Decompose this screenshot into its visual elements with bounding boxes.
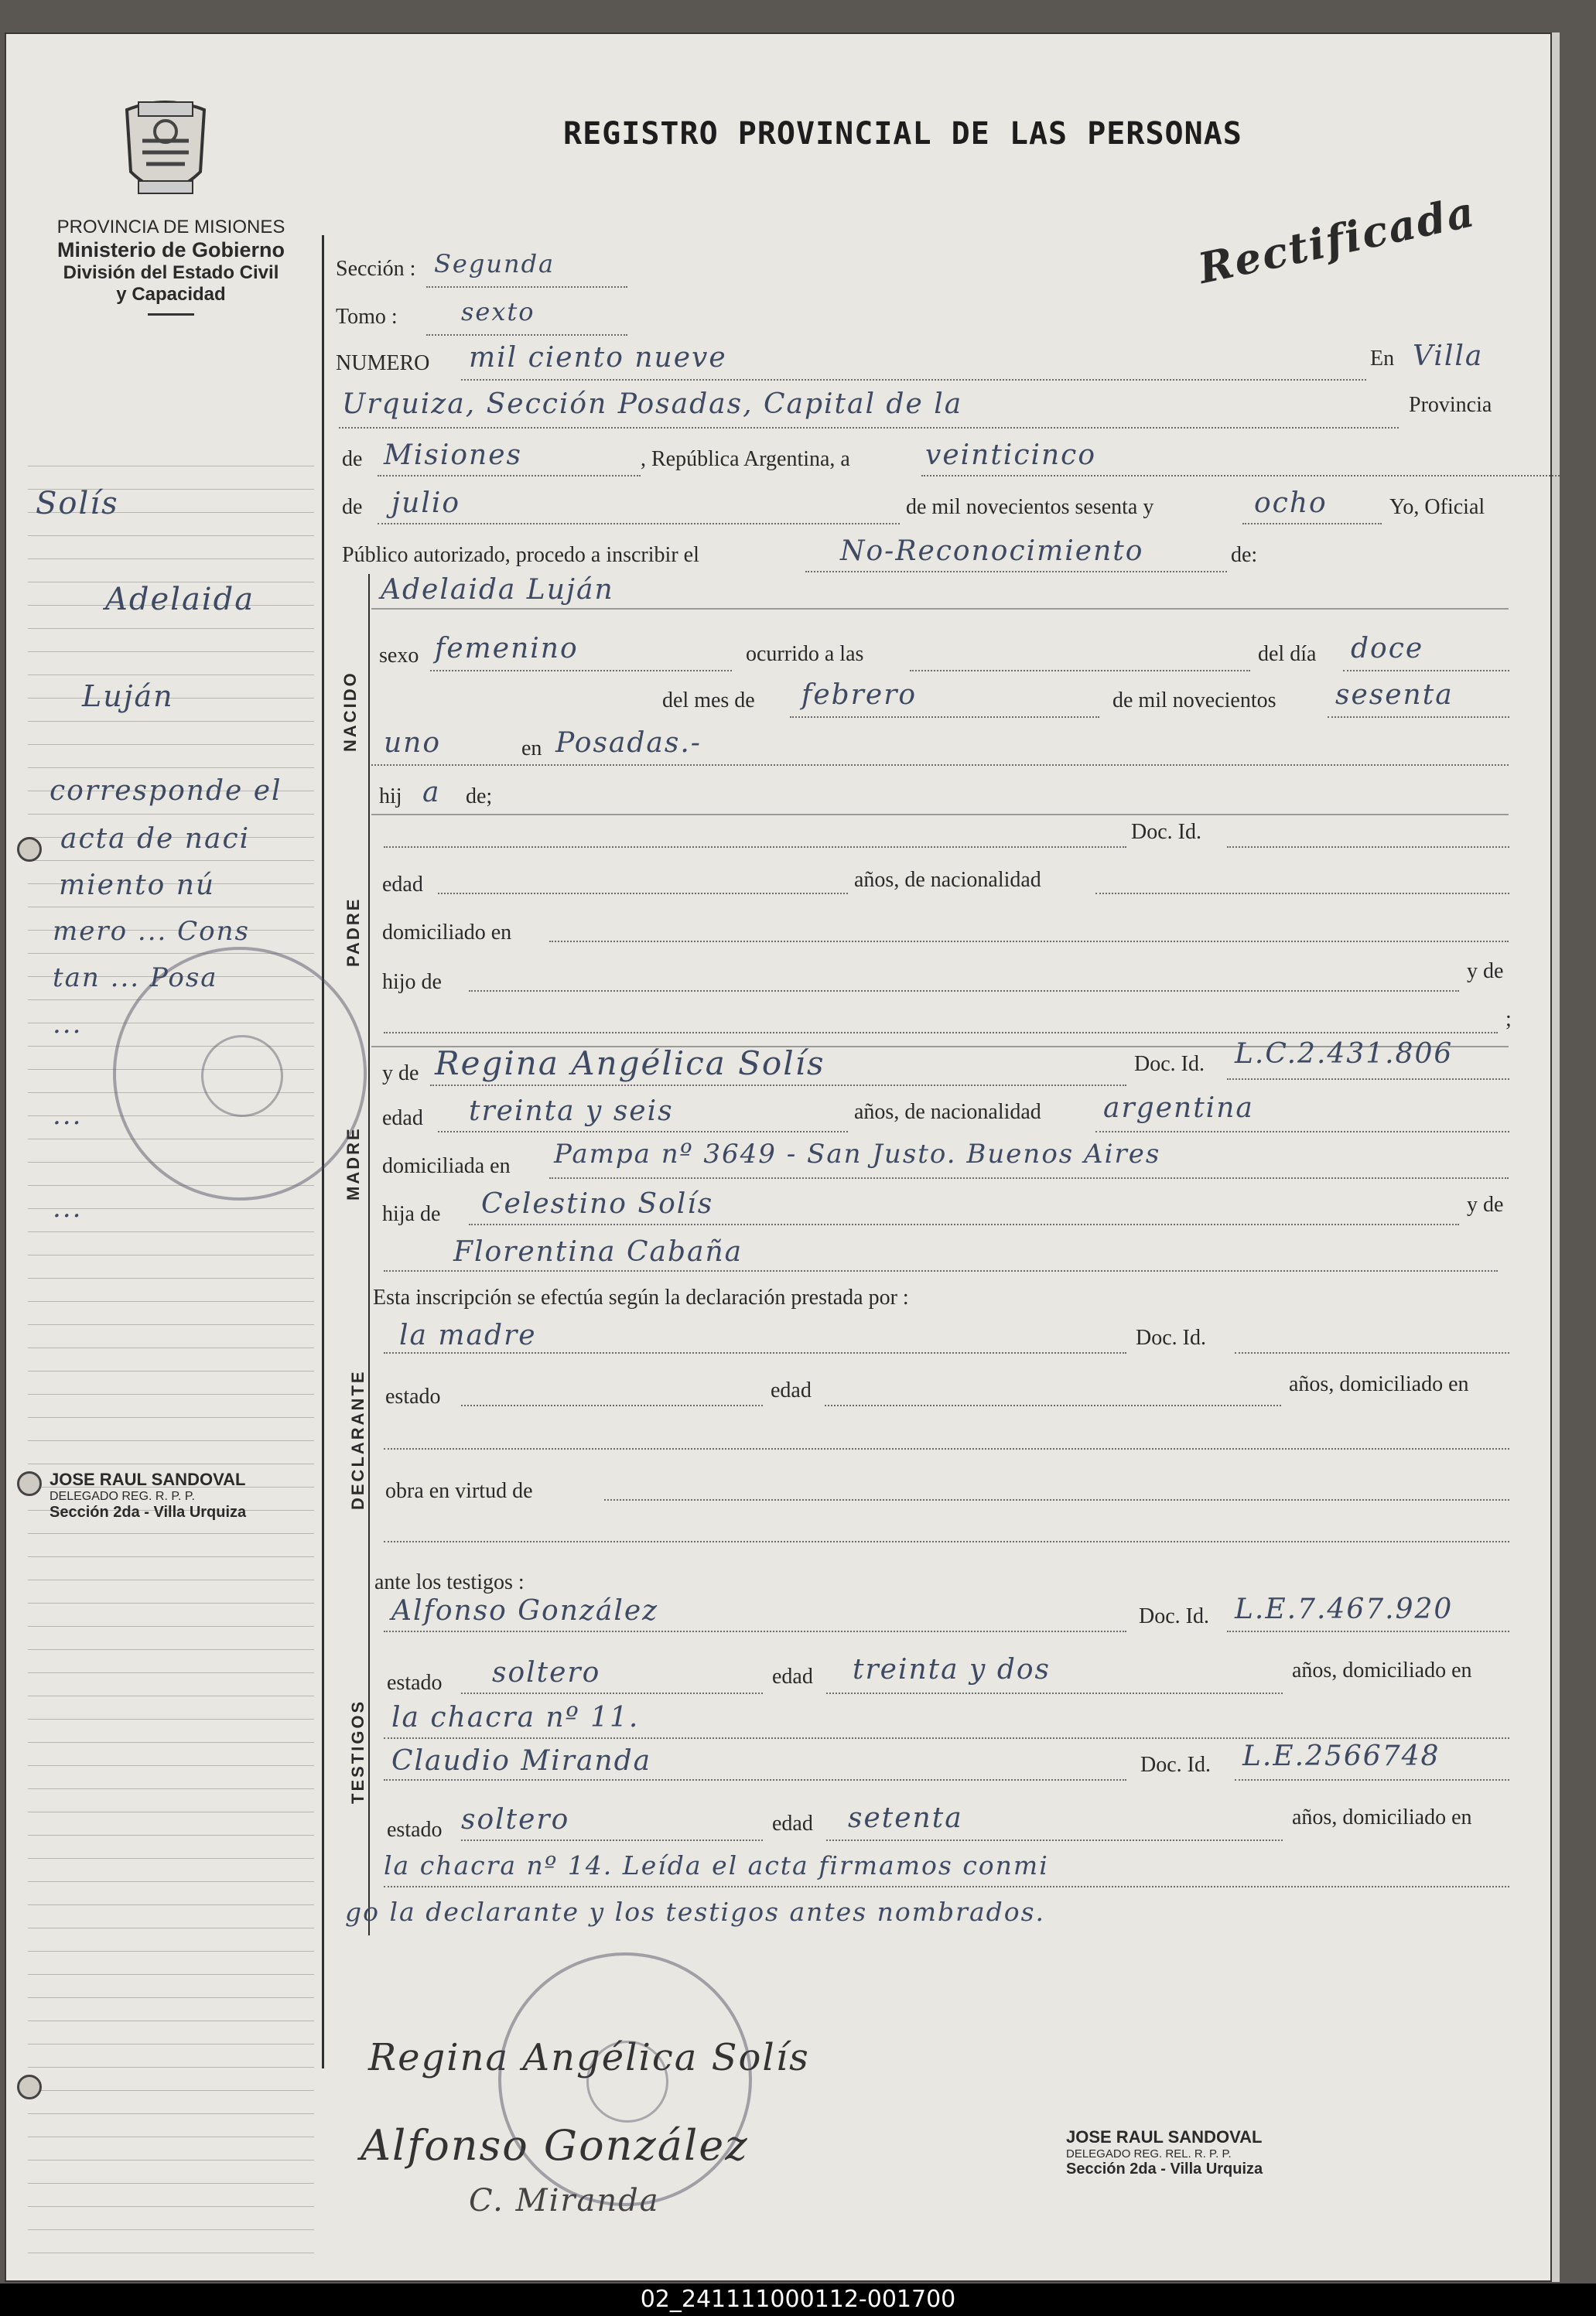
margin-rule-line — [28, 1904, 314, 1905]
value-cierre: go la declarante y los testigos antes nombrados. — [345, 1897, 1046, 1927]
value-testigo2-doc: L.E.2566748 — [1242, 1740, 1441, 1772]
value-madre-nac: argentina — [1103, 1092, 1254, 1124]
value-testigo1-doc: L.E.7.467.920 — [1235, 1594, 1454, 1625]
org-line-3: División del Estado Civil — [63, 262, 279, 283]
label-de: de — [342, 447, 363, 471]
label-de-semi: de; — [466, 784, 493, 808]
margin-rule-line — [28, 1440, 314, 1441]
margin-rule-line — [28, 2090, 314, 2091]
label-en: En — [1370, 347, 1395, 371]
value-hij: a — [422, 777, 441, 808]
margin-rule-line — [28, 721, 314, 722]
margin-rule-line — [28, 2113, 314, 2114]
value-tomo: sexto — [461, 297, 535, 326]
official-seal-bottom — [498, 1952, 752, 2206]
label-republica: , República Argentina, a — [641, 447, 850, 471]
margin-rule-line — [28, 2229, 314, 2230]
margin-note-6: miento nú — [59, 869, 216, 901]
margin-rule-line — [28, 1974, 314, 1975]
value-provincia: Misiones — [384, 439, 523, 471]
label-en2: en — [521, 736, 542, 760]
label-testigo2-edad: edad — [772, 1812, 813, 1836]
margin-note-2: Adelaida — [105, 582, 255, 617]
label-padre-hijo: hijo de — [382, 970, 442, 994]
value-dia-inscripcion: veinticinco — [925, 439, 1097, 471]
margin-rule-line — [28, 1649, 314, 1650]
side-label-testigos: TESTIGOS — [348, 1699, 367, 1804]
margin-rule-line — [28, 1997, 314, 1998]
value-testigo2-dom: la chacra nº 14. Leída el acta firmamos conmi — [384, 1850, 1049, 1880]
label-del-dia: del día — [1258, 642, 1317, 666]
label-publico: Público autorizado, procedo a inscribir el — [342, 543, 699, 567]
value-mes-inscripcion: julio — [391, 487, 461, 519]
value-declarante: la madre — [399, 1320, 537, 1351]
label-declarante-edad: edad — [771, 1378, 812, 1402]
label-madre-nac: años, de nacionalidad — [854, 1100, 1041, 1124]
value-madre-edad: treinta y seis — [469, 1095, 674, 1127]
label-declarante-doc: Doc. Id. — [1136, 1326, 1206, 1350]
margin-rule-line — [28, 2160, 314, 2161]
value-madre-madre: Florentina Cabaña — [453, 1236, 743, 1268]
label-mil-sesenta: de mil novecientos sesenta y — [906, 495, 1154, 519]
margin-stamp-role: DELEGADO REG. R. P. P. — [50, 1490, 195, 1503]
label-testigo1-edad: edad — [772, 1665, 813, 1689]
label-provincia: Provincia — [1409, 393, 1492, 417]
value-madre-dom: Pampa nº 3649 - San Justo. Buenos Aires — [554, 1139, 1161, 1170]
margin-rule-line — [28, 1835, 314, 1836]
binder-ring-icon — [17, 837, 42, 862]
margin-rule-line — [28, 535, 314, 536]
label-padre-doc: Doc. Id. — [1131, 820, 1201, 844]
side-label-nacido: NACIDO — [340, 671, 360, 752]
value-testigo1-dom: la chacra nº 11. — [391, 1702, 640, 1734]
binder-ring-icon — [17, 1471, 42, 1496]
value-testigo1: Alfonso González — [391, 1595, 659, 1627]
label-testigo1-estado: estado — [387, 1671, 443, 1695]
margin-rule-line — [28, 1417, 314, 1418]
margin-rule-line — [28, 1394, 314, 1395]
value-madre-padre: Celestino Solís — [481, 1188, 714, 1220]
margin-note-1: Solís — [36, 486, 119, 521]
label-madre-yde2: y de — [1467, 1193, 1504, 1217]
side-label-madre: MADRE — [343, 1126, 363, 1201]
label-testigo2-estado: estado — [387, 1818, 443, 1842]
label-testigo2-doc: Doc. Id. — [1140, 1753, 1211, 1777]
label-ocurrido: ocurrido a las — [746, 642, 864, 666]
bottom-stamp-role: DELEGADO REG. REL. R. P. P. — [1066, 2147, 1232, 2161]
label-yo-oficial: Yo, Oficial — [1389, 495, 1485, 519]
label-padre-yde: y de — [1467, 959, 1504, 983]
margin-note-7: mero ... Cons — [53, 916, 250, 947]
label-ante-testigos: ante los testigos : — [374, 1570, 525, 1594]
label-padre-dom: domiciliado en — [382, 921, 512, 945]
value-en: Villa — [1413, 340, 1484, 372]
rectificada-annotation: Rectificada — [1194, 186, 1480, 294]
label-del-mes: del mes de — [662, 688, 755, 712]
value-madre-nombre: Regina Angélica Solís — [435, 1044, 825, 1082]
margin-rule-line — [28, 1858, 314, 1859]
label-de-colon: de: — [1231, 543, 1258, 567]
label-de2: de — [342, 495, 363, 519]
value-madre-doc: L.C.2.431.806 — [1235, 1038, 1454, 1070]
margin-rule-line — [28, 1556, 314, 1557]
margin-rule-line — [28, 860, 314, 861]
section-frame-line — [368, 574, 370, 1935]
margin-rule-line — [28, 814, 314, 815]
value-lugar: Posadas.- — [555, 727, 702, 759]
margin-rule-line — [28, 1672, 314, 1673]
bottom-stamp-section: Sección 2da - Villa Urquiza — [1066, 2161, 1263, 2178]
label-madre-doc: Doc. Id. — [1134, 1052, 1205, 1076]
label-declarante-estado: estado — [385, 1385, 441, 1409]
margin-rule-line — [28, 1301, 314, 1302]
label-tomo: Tomo : — [336, 305, 398, 329]
label-mil-novecientos: de mil novecientos — [1112, 688, 1276, 712]
label-padre-nac: años, de nacionalidad — [854, 868, 1041, 892]
margin-rule-line — [28, 1742, 314, 1743]
margin-rule-line — [28, 1719, 314, 1720]
value-mes: febrero — [801, 679, 918, 711]
label-madre-edad: edad — [382, 1106, 423, 1130]
label-padre-edad: edad — [382, 873, 423, 897]
signature-2: Alfonso González — [361, 2121, 749, 2170]
margin-officer-stamp — [50, 1470, 328, 1522]
label-declarante-anos: años, domiciliado en — [1289, 1372, 1469, 1396]
margin-rule-line — [28, 1533, 314, 1534]
org-line-4: y Capacidad — [116, 284, 226, 305]
label-sexo: sexo — [379, 644, 419, 668]
label-testigo1-anos: años, domiciliado en — [1292, 1658, 1472, 1682]
margin-rule-line — [28, 1231, 314, 1232]
label-padre-semi: ; — [1505, 1007, 1512, 1031]
label-esta-inscripcion: Esta inscripción se efectúa según la declaración prestada por : — [373, 1286, 909, 1310]
binder-ring-icon — [17, 2075, 42, 2099]
margin-rule-line — [28, 1951, 314, 1952]
bottom-officer-stamp — [1066, 2127, 1345, 2178]
value-anio2: uno — [384, 727, 442, 759]
margin-note-3: Luján — [82, 679, 174, 713]
value-localidad: Urquiza, Sección Posadas, Capital de la — [342, 388, 963, 420]
provincial-crest-icon — [119, 94, 212, 210]
signature-1: Regina Angélica Solís — [368, 2036, 810, 2079]
value-testigo2: Claudio Miranda — [391, 1745, 652, 1777]
margin-rule-line — [28, 628, 314, 629]
margin-rule-line — [28, 1603, 314, 1604]
margin-rule-line — [28, 2206, 314, 2207]
margin-stamp-section: Sección 2da - Villa Urquiza — [50, 1504, 247, 1521]
margin-note-10: ... — [53, 1100, 83, 1131]
label-hij: hij — [379, 784, 402, 808]
margin-stamp-name: JOSE RAUL SANDOVAL — [50, 1470, 246, 1489]
value-acto: No-Reconocimiento — [840, 535, 1144, 567]
margin-rule-line — [28, 1881, 314, 1882]
label-seccion: Sección : — [336, 257, 416, 281]
value-seccion: Segunda — [434, 249, 555, 278]
label-obra: obra en virtud de — [385, 1479, 533, 1503]
image-caption: 02_241111000112-001700 — [0, 2284, 1596, 2316]
value-testigo2-edad: setenta — [848, 1802, 963, 1834]
label-numero: NUMERO — [336, 351, 430, 375]
label-testigo1-doc: Doc. Id. — [1139, 1604, 1209, 1628]
value-testigo1-estado: soltero — [492, 1657, 601, 1689]
value-testigo1-edad: treinta y dos — [853, 1654, 1051, 1686]
signature-3: C. Miranda — [469, 2183, 660, 2219]
value-dia: doce — [1351, 633, 1424, 664]
label-madre-yde: y de — [382, 1061, 419, 1085]
value-sexo: femenino — [435, 633, 579, 664]
org-line-1: PROVINCIA DE MISIONES — [56, 217, 285, 237]
value-anio-sesenta: ocho — [1254, 487, 1328, 519]
value-nombre: Adelaida Luján — [381, 574, 614, 606]
org-line-2: Ministerio de Gobierno — [56, 238, 285, 261]
label-madre-hija: hija de — [382, 1202, 441, 1226]
label-testigo2-anos: años, domiciliado en — [1292, 1805, 1472, 1829]
value-anio: sesenta — [1335, 679, 1454, 711]
margin-rule-line — [28, 1626, 314, 1627]
document-title: REGISTRO PROVINCIAL DE LAS PERSONAS — [563, 116, 1242, 152]
margin-rule-line — [28, 1765, 314, 1766]
margin-rule-line — [28, 651, 314, 652]
label-madre-dom: domiciliada en — [382, 1154, 511, 1178]
document-page — [5, 32, 1560, 2282]
value-testigo2-estado: soltero — [461, 1804, 570, 1836]
margin-note-9: ... — [53, 1009, 83, 1040]
margin-rule-line — [28, 767, 314, 768]
org-header — [20, 217, 322, 316]
value-numero: mil ciento nueve — [469, 342, 727, 374]
side-label-declarante: DECLARANTE — [348, 1369, 367, 1510]
margin-rule-line — [28, 2183, 314, 2184]
side-label-padre: PADRE — [343, 897, 363, 967]
margin-rule-line — [28, 744, 314, 745]
margin-rule-line — [28, 1278, 314, 1279]
bottom-stamp-name: JOSE RAUL SANDOVAL — [1066, 2127, 1263, 2147]
margin-rule-line — [28, 1788, 314, 1789]
margin-rule-line — [28, 2067, 314, 2068]
margin-rule-line — [28, 1324, 314, 1325]
margin-note-11: ... — [53, 1193, 83, 1224]
margin-note-5: acta de naci — [60, 823, 251, 855]
margin-note-4: corresponde el — [50, 775, 282, 807]
margin-note-8: tan ... Posa — [53, 962, 218, 993]
